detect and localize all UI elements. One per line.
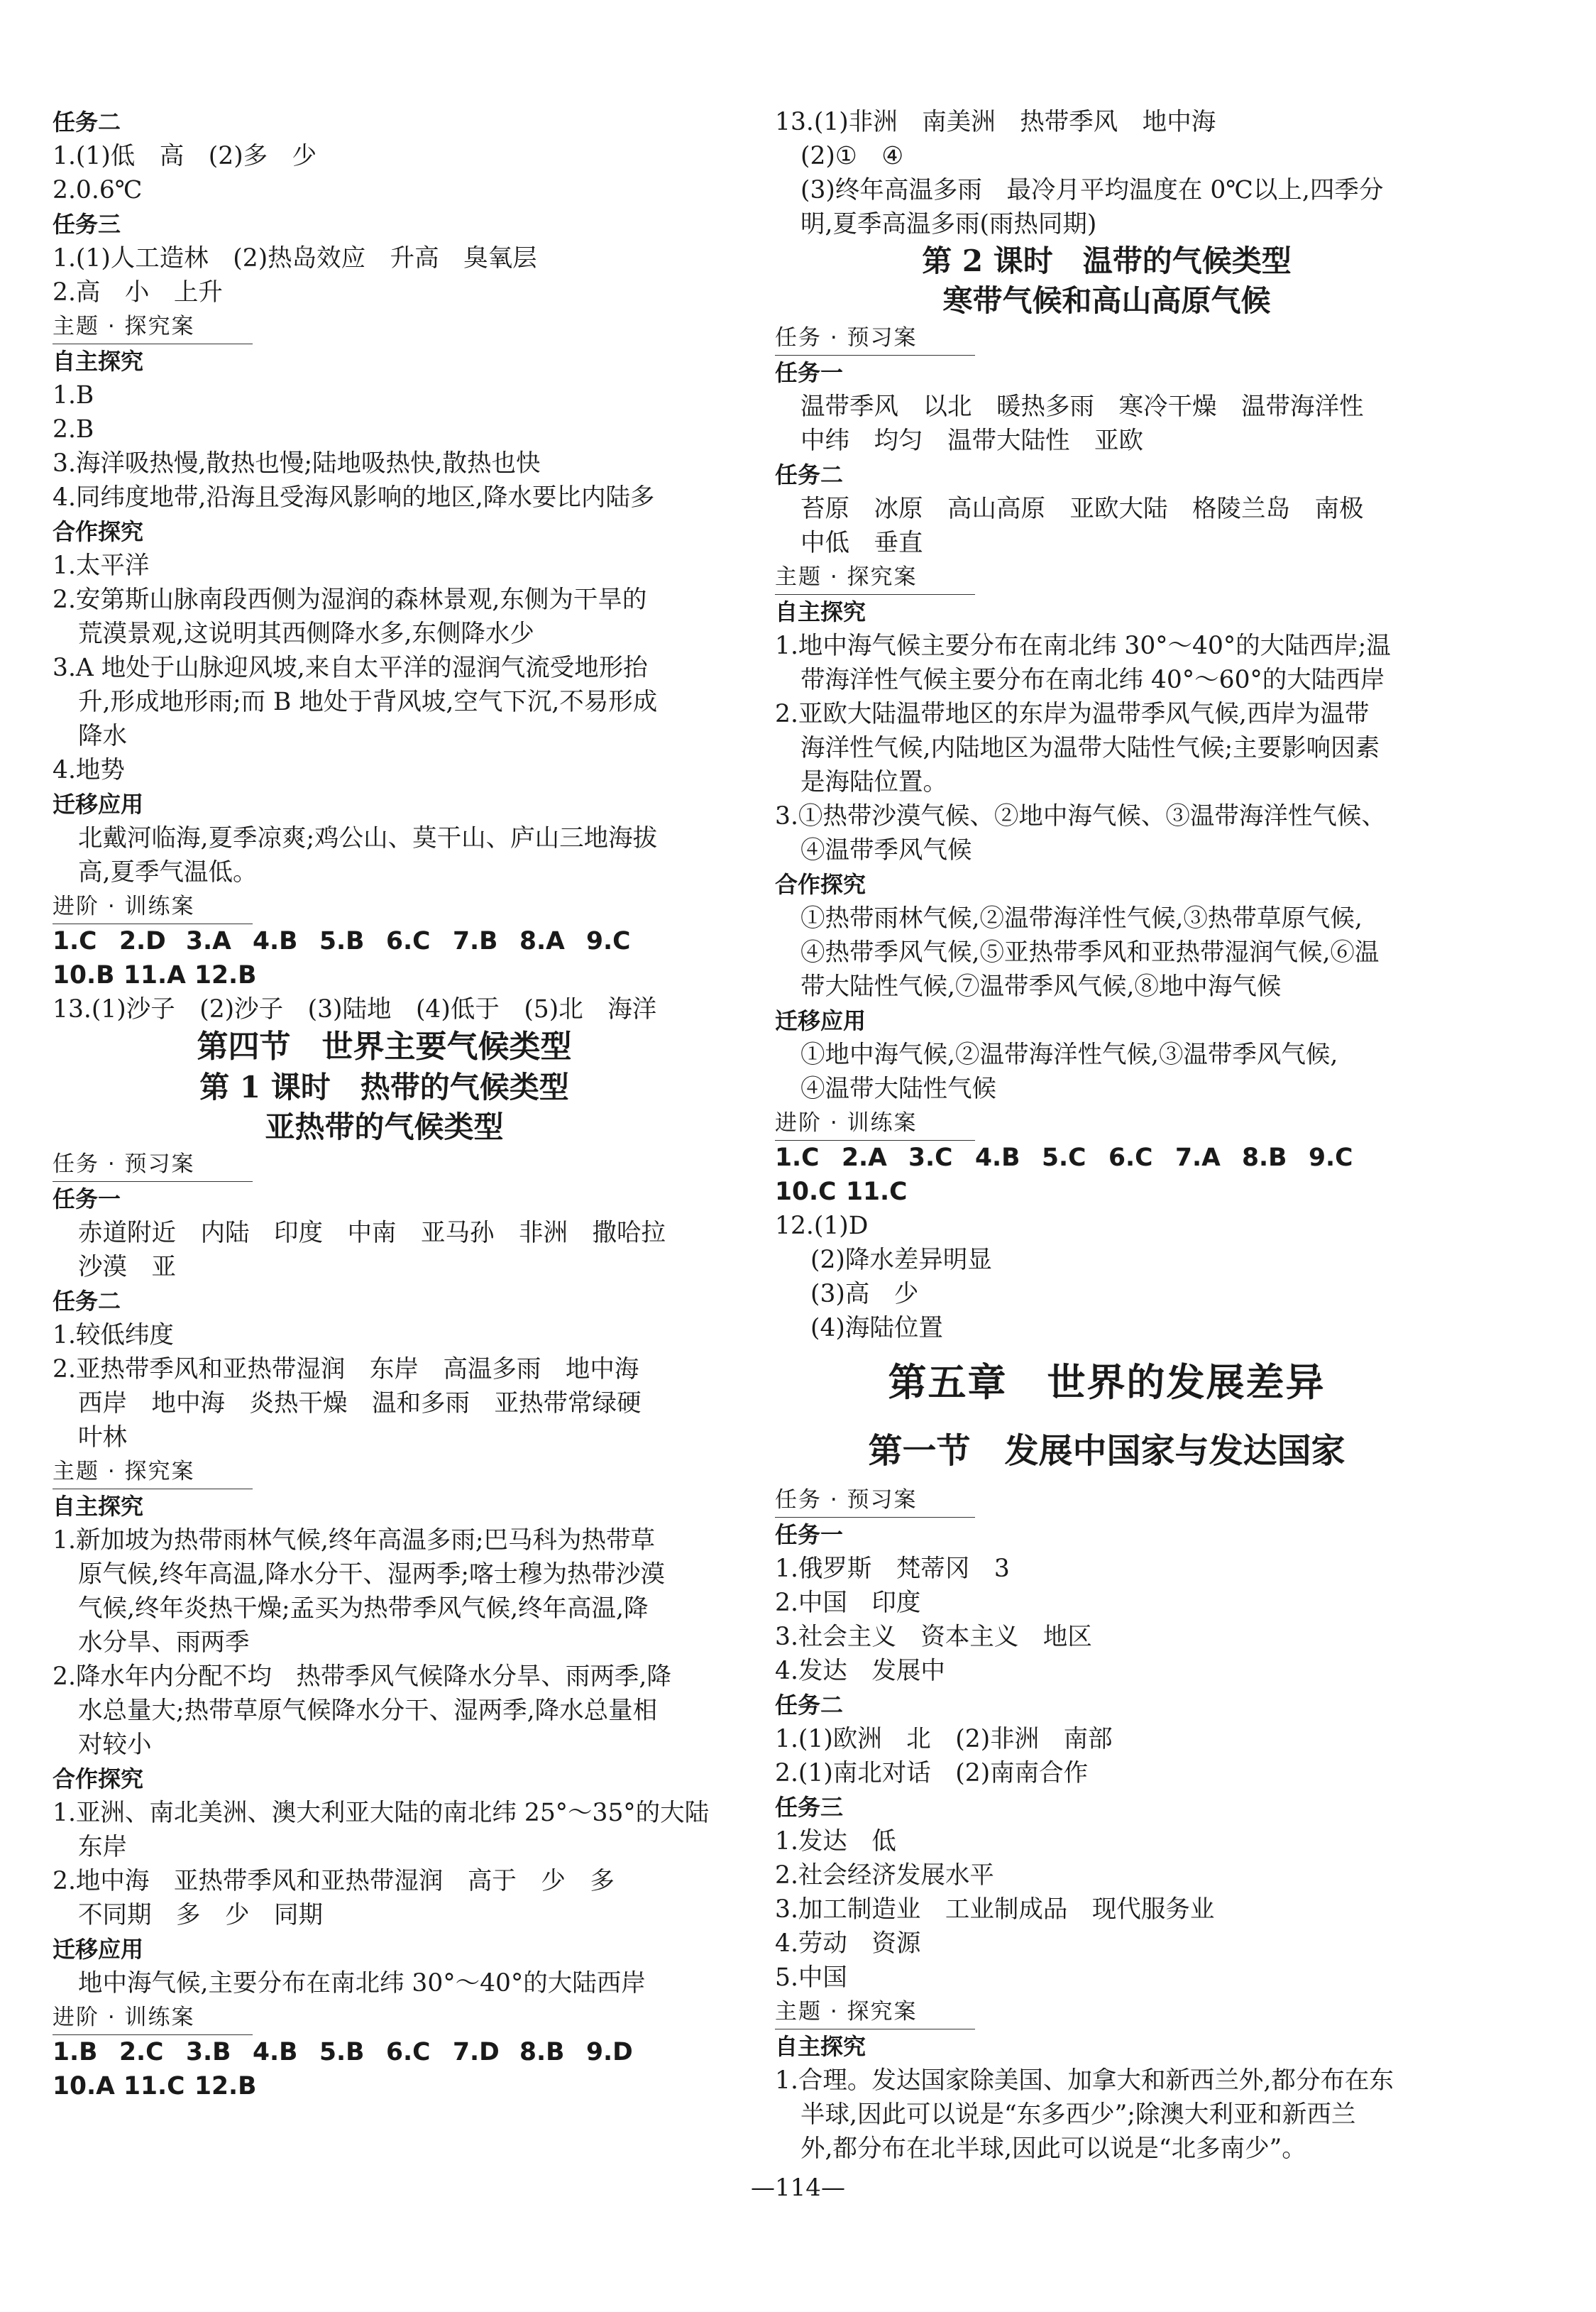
section-label: 进阶 · 训练案 — [775, 1106, 975, 1141]
answer-key-row — [775, 1175, 1438, 1209]
answer-key-item: 1.C — [775, 1144, 820, 1172]
section-label: 主题 · 探究案 — [53, 309, 253, 344]
answer-key-item: 9.C — [1309, 1144, 1353, 1172]
answer-key-item: 8.B — [519, 2038, 565, 2066]
answer-line: 1.(1)欧洲 北 (2)非洲 南部 — [775, 1725, 1113, 1753]
answer-line-continued: 水分旱、雨两季 — [78, 1628, 250, 1657]
answer-line-continued: 带大陆性气候,⑦温带季风气候,⑧地中海气候 — [800, 973, 1282, 1001]
section-label: 任务 · 预习案 — [775, 1483, 975, 1518]
answer-line: 2.0.6℃ — [53, 176, 143, 204]
subsection-heading: 任务三 — [53, 211, 121, 238]
section-title: 第四节 世界主要气候类型 — [197, 1029, 572, 1065]
lesson-title: 第 2 课时 温带的气候类型 — [922, 243, 1292, 278]
answer-line-continued: 气候,终年炎热干燥;孟买为热带季风气候,终年高温,降 — [78, 1594, 649, 1623]
answer-key-item: 7.D — [453, 2038, 500, 2066]
answer-line: 2.高 小 上升 — [53, 278, 223, 307]
right-column — [775, 105, 1438, 2166]
answer-key-item: 2.C — [119, 2038, 164, 2066]
answer-key-item: 5.B — [319, 927, 365, 955]
answer-key-item: 9.D — [586, 2038, 633, 2066]
answer-key-item: 11.C — [123, 2072, 185, 2100]
answer-line: 13.(1)沙子 (2)沙子 (3)陆地 (4)低于 (5)北 海洋 — [53, 995, 657, 1024]
answer-line-continued: 赤道附近 内陆 印度 中南 亚马孙 非洲 撒哈拉 — [78, 1219, 666, 1247]
subsection-heading: 合作探究 — [53, 1765, 144, 1792]
answer-line-continued: (2)① ④ — [800, 142, 904, 170]
answer-key-item: 8.B — [1242, 1144, 1287, 1172]
answer-key-row — [53, 958, 716, 992]
answer-key-item: 2.A — [842, 1144, 887, 1172]
section-label: 任务 · 预习案 — [775, 321, 975, 356]
answer-key-item: 10.A — [53, 2072, 115, 2100]
answer-line: 4.同纬度地带,沿海且受海风影响的地区,降水要比内陆多 — [53, 483, 655, 512]
answer-line: 2.亚欧大陆温带地区的东岸为温带季风气候,西岸为温带 — [775, 700, 1370, 728]
answer-line: 1.亚洲、南北美洲、澳大利亚大陆的南北纬 25°～35°的大陆 — [53, 1799, 710, 1827]
subsection-heading: 合作探究 — [53, 518, 144, 545]
answer-key-row — [53, 924, 716, 958]
answer-line-continued: ④热带季风气候,⑤亚热带季风和亚热带湿润气候,⑥温 — [800, 938, 1380, 967]
lesson-title: 第 1 课时 热带的气候类型 — [199, 1070, 569, 1105]
answer-line-continued: 东岸 — [78, 1833, 127, 1861]
answer-line-continued: 西岸 地中海 炎热干燥 温和多雨 亚热带常绿硬 — [78, 1389, 642, 1418]
answer-line-continued: 对较小 — [78, 1731, 152, 1759]
lesson-title: 寒带气候和高山高原气候 — [942, 283, 1271, 318]
answer-line: 3.海洋吸热慢,散热也慢;陆地吸热快,散热也快 — [53, 449, 541, 478]
answer-line-continued: ①热带雨林气候,②温带海洋性气候,③热带草原气候, — [800, 904, 1363, 933]
answer-key-item: 6.C — [1108, 1144, 1153, 1172]
subsection-heading: 自主探究 — [53, 348, 144, 375]
answer-line-continued: 地中海气候,主要分布在南北纬 30°～40°的大陆西岸 — [78, 1969, 646, 1998]
answer-line-continued: 明,夏季高温多雨(雨热同期) — [800, 210, 1097, 239]
subsection-heading: 任务二 — [775, 461, 844, 488]
answer-line-continued: 降水 — [78, 722, 127, 750]
section-label: 任务 · 预习案 — [53, 1147, 253, 1182]
answer-key-item: 1.C — [53, 927, 97, 955]
answer-line: 2.(1)南北对话 (2)南南合作 — [775, 1759, 1089, 1787]
answer-line: 4.劳动 资源 — [775, 1929, 921, 1958]
answer-key-item: 1.B — [53, 2038, 98, 2066]
answer-line-continued: 沙漠 亚 — [78, 1253, 176, 1281]
answer-key-item: 4.B — [253, 2038, 298, 2066]
answer-line: 1.太平洋 — [53, 552, 150, 580]
page-number: —114— — [751, 2174, 845, 2202]
answer-line-continued: ④温带大陆性气候 — [800, 1075, 996, 1103]
answer-key-item: 9.C — [586, 927, 631, 955]
answer-key-item: 7.B — [453, 927, 498, 955]
section-label: 进阶 · 训练案 — [53, 2000, 253, 2035]
answer-key-item: 12.B — [194, 961, 257, 990]
answer-key-item: 6.C — [386, 927, 431, 955]
answer-line: 2.地中海 亚热带季风和亚热带湿润 高于 少 多 — [53, 1867, 615, 1895]
section-label: 进阶 · 训练案 — [53, 889, 253, 924]
answer-line-continued: ①地中海气候,②温带海洋性气候,③温带季风气候, — [800, 1041, 1338, 1069]
answer-line-continued: 不同期 多 少 同期 — [78, 1901, 323, 1929]
answer-line-continued: 荒漠景观,这说明其西侧降水多,东侧降水少 — [78, 620, 534, 648]
subsection-heading: 迁移应用 — [53, 791, 144, 818]
left-column — [53, 105, 716, 2103]
answer-line: 1.发达 低 — [775, 1827, 896, 1856]
answer-line-continued: 苔原 冰原 高山高原 亚欧大陆 格陵兰岛 南极 — [800, 495, 1364, 523]
subsection-heading: 任务二 — [53, 109, 121, 136]
answer-line-continued: 温带季风 以北 暖热多雨 寒冷干燥 温带海洋性 — [800, 393, 1364, 421]
answer-line: 2.安第斯山脉南段西侧为湿润的森林景观,东侧为干旱的 — [53, 586, 647, 614]
answer-line: 2.B — [53, 415, 94, 444]
answer-line-continued: 水总量大;热带草原气候降水分干、湿两季,降水总量相 — [78, 1697, 658, 1725]
answer-line: 2.降水年内分配不均 热带季风气候降水分旱、雨两季,降 — [53, 1662, 671, 1691]
answer-key-item: 4.B — [253, 927, 298, 955]
chapter-title: 第五章 世界的发展差异 — [888, 1359, 1326, 1405]
answer-line: 1.新加坡为热带雨林气候,终年高温多雨;巴马科为热带草 — [53, 1526, 656, 1555]
answer-line-continued: 是海陆位置。 — [800, 768, 947, 796]
answer-key-item: 3.A — [186, 927, 231, 955]
answer-key-row — [53, 2069, 716, 2103]
answer-key-item: 8.A — [519, 927, 565, 955]
answer-line-continued: 高,夏季气温低。 — [78, 858, 258, 887]
answer-line-sub: (3)高 少 — [810, 1280, 919, 1308]
answer-line-continued: 北戴河临海,夏季凉爽;鸡公山、莫干山、庐山三地海拔 — [78, 824, 658, 853]
answer-line-continued: 半球,因此可以说是“东多西少”;除澳大利亚和新西兰 — [800, 2100, 1356, 2129]
section-title: 第一节 发展中国家与发达国家 — [868, 1431, 1345, 1471]
subsection-heading: 任务一 — [775, 359, 844, 386]
answer-line-sub: (4)海陆位置 — [810, 1314, 943, 1342]
answer-line: 1.合理。发达国家除美国、加拿大和新西兰外,都分布在东 — [775, 2066, 1394, 2095]
answer-key-item: 11.A — [123, 961, 186, 990]
section-label: 主题 · 探究案 — [775, 1995, 975, 2029]
answer-key-item: 12.B — [194, 2072, 257, 2100]
answer-line-continued: 中低 垂直 — [800, 529, 923, 557]
answer-line: 1.俄罗斯 梵蒂冈 3 — [775, 1555, 1010, 1583]
answer-line: 13.(1)非洲 南美洲 热带季风 地中海 — [775, 108, 1216, 136]
answer-key-item: 5.C — [1042, 1144, 1086, 1172]
answer-line: 4.发达 发展中 — [775, 1657, 945, 1685]
subsection-heading: 自主探究 — [53, 1493, 144, 1520]
lesson-title: 亚热带的气候类型 — [265, 1110, 504, 1144]
answer-line-continued: (3)终年高温多雨 最冷月平均温度在 0℃以上,四季分 — [800, 176, 1384, 204]
subsection-heading: 任务一 — [53, 1185, 121, 1212]
answer-key-item: 4.B — [975, 1144, 1020, 1172]
subsection-heading: 迁移应用 — [53, 1936, 144, 1963]
answer-key-item: 3.B — [186, 2038, 231, 2066]
answer-line: 1.B — [53, 381, 94, 410]
subsection-heading: 任务一 — [775, 1521, 844, 1548]
answer-line: 3.加工制造业 工业制成品 现代服务业 — [775, 1895, 1215, 1924]
answer-key-item: 10.C — [775, 1178, 837, 1206]
answer-key-row — [775, 1141, 1438, 1175]
answer-key-item: 11.C — [846, 1178, 908, 1206]
subsection-heading: 自主探究 — [775, 2033, 866, 2060]
answer-line-continued: ④温带季风气候 — [800, 836, 972, 865]
answer-line-continued: 中纬 均匀 温带大陆性 亚欧 — [800, 427, 1143, 455]
section-label: 主题 · 探究案 — [775, 560, 975, 595]
answer-line-continued: 叶林 — [78, 1423, 127, 1452]
subsection-heading: 自主探究 — [775, 598, 866, 625]
subsection-heading: 任务二 — [53, 1288, 121, 1315]
answer-line-sub: (2)降水差异明显 — [810, 1246, 992, 1274]
subsection-heading: 迁移应用 — [775, 1007, 866, 1034]
answer-key-item: 6.C — [386, 2038, 431, 2066]
answer-line: 3.①热带沙漠气候、②地中海气候、③温带海洋性气候、 — [775, 802, 1386, 831]
answer-line: 1.(1)人工造林 (2)热岛效应 升高 臭氧层 — [53, 244, 537, 273]
section-label: 主题 · 探究案 — [53, 1454, 253, 1489]
answer-line-continued: 外,都分布在北半球,因此可以说是“北多南少”。 — [800, 2135, 1306, 2163]
answer-line: 2.社会经济发展水平 — [775, 1861, 994, 1890]
answer-line: 12.(1)D — [775, 1212, 869, 1240]
answer-line: 3.A 地处于山脉迎风坡,来自太平洋的湿润气流受地形抬 — [53, 654, 648, 682]
answer-key-item: 3.C — [908, 1144, 953, 1172]
answer-line: 2.中国 印度 — [775, 1589, 921, 1617]
answer-line: 1.(1)低 高 (2)多 少 — [53, 142, 317, 170]
answer-key-item: 7.A — [1175, 1144, 1221, 1172]
answer-line-continued: 升,形成地形雨;而 B 地处于背风坡,空气下沉,不易形成 — [78, 688, 658, 716]
answer-line: 2.亚热带季风和亚热带湿润 东岸 高温多雨 地中海 — [53, 1355, 639, 1384]
answer-line-continued: 海洋性气候,内陆地区为温带大陆性气候;主要影响因素 — [800, 734, 1380, 762]
subsection-heading: 合作探究 — [775, 871, 866, 898]
answer-line: 1.较低纬度 — [53, 1321, 174, 1349]
subsection-heading: 任务三 — [775, 1794, 844, 1821]
answer-key-item: 5.B — [319, 2038, 365, 2066]
answer-line: 1.地中海气候主要分布在南北纬 30°～40°的大陆西岸;温 — [775, 632, 1391, 660]
answer-line: 5.中国 — [775, 1963, 847, 1992]
answer-line-continued: 带海洋性气候主要分布在南北纬 40°～60°的大陆西岸 — [800, 666, 1385, 694]
answer-line: 4.地势 — [53, 756, 125, 784]
answer-line: 3.社会主义 资本主义 地区 — [775, 1623, 1092, 1651]
answer-key-item: 10.B — [53, 961, 115, 990]
answer-key-row — [53, 2035, 716, 2069]
subsection-heading: 任务二 — [775, 1692, 844, 1719]
answer-key-item: 2.D — [119, 927, 166, 955]
answer-line-continued: 原气候,终年高温,降水分干、湿两季;喀士穆为热带沙漠 — [78, 1560, 666, 1589]
